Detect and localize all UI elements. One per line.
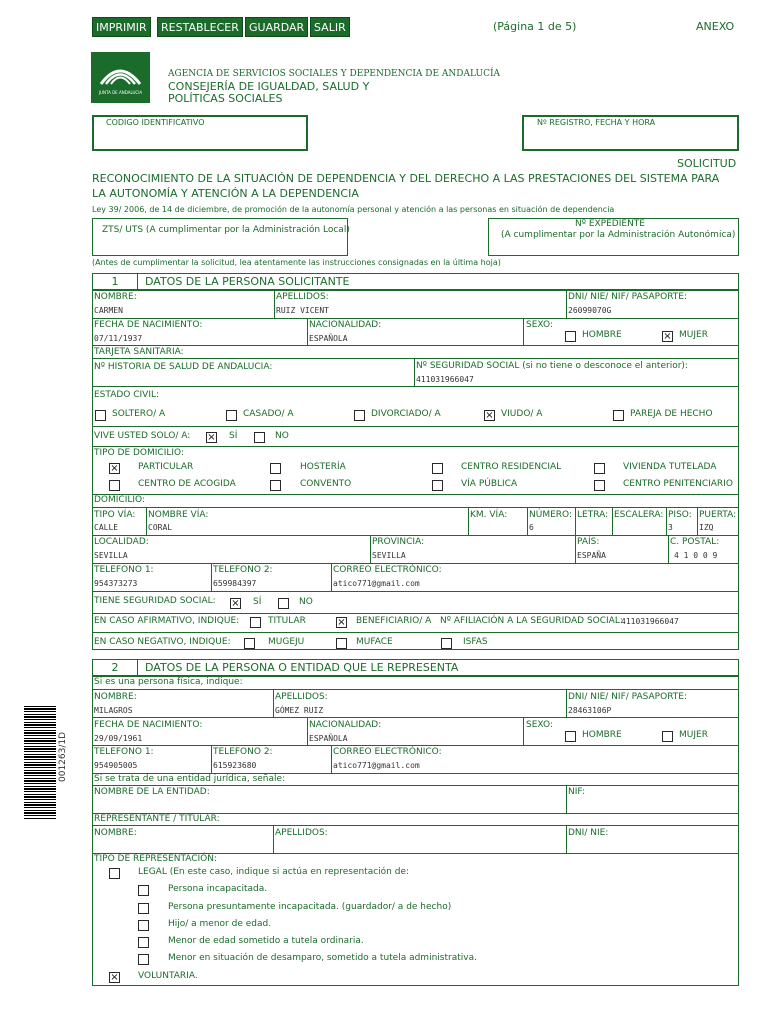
s2-fnac-field[interactable]: 29/09/1961 [94, 734, 143, 743]
provincia-label: PROVINCIA: [372, 537, 425, 547]
rep-dni-label: DNI/ NIE: [568, 828, 609, 838]
tipovia-label: TIPO VÍA: [94, 510, 136, 520]
cp-label: C. POSTAL: [670, 537, 720, 547]
s1-domicilio-label: DOMICILIO: [94, 495, 145, 505]
beneficiario-checkbox[interactable]: × [337, 617, 346, 628]
nombrevia-field[interactable]: CORAL [148, 523, 173, 532]
isfas-checkbox[interactable] [441, 638, 452, 649]
soltero-label: SOLTERO/ A [112, 409, 166, 419]
numero-label: NÚMERO: [529, 510, 572, 520]
convento-checkbox[interactable] [270, 480, 281, 491]
isfas-label: ISFAS [463, 637, 488, 647]
exit-button[interactable]: SALIR [310, 17, 350, 37]
s1-nss-field[interactable]: 411031966047 [416, 375, 474, 384]
section2-number: 2 [93, 660, 138, 675]
save-button[interactable]: GUARDAR [245, 17, 308, 37]
puerta-field[interactable]: IZQ [699, 523, 714, 532]
piso-field[interactable]: 3 [668, 523, 673, 532]
solo-si-label: SÍ [229, 431, 238, 441]
afirm-label: EN CASO AFIRMATIVO, INDIQUE: [94, 616, 240, 626]
section1-header [92, 273, 739, 290]
s2-apellidos-label: APELLIDOS: [275, 692, 328, 702]
pais-label: PAÍS: [577, 537, 600, 547]
instructions-note: (Antes de cumplimentar la solicitud, lea atentamente las instrucciones consignadas en la última hoja) [92, 258, 501, 267]
s2-juridica-label: Si se trata de una entidad jurídica, señale: [94, 774, 286, 784]
particular-checkbox[interactable]: × [110, 463, 119, 474]
s1-tel1-label: TELEFONO 1: [94, 565, 154, 575]
mufac-checkbox[interactable] [336, 638, 347, 649]
s1-tel2-label: TELEFONO 2: [213, 565, 273, 575]
hosteria-checkbox[interactable] [270, 463, 281, 474]
rep-nombre-label: NOMBRE: [94, 828, 137, 838]
neg-label: EN CASO NEGATIVO, INDIQUE: [94, 637, 231, 647]
viudo-label: VIUDO/ A [501, 409, 543, 419]
desamparo-label: Menor en situación de desamparo, sometido a tutela administrativa. [168, 953, 477, 963]
legal-label: LEGAL (En este caso, indique si actúa en representación de: [138, 867, 410, 877]
tutela-label: Menor de edad sometido a tutela ordinaria. [168, 936, 364, 946]
s1-fnac-field[interactable]: 07/11/1937 [94, 334, 143, 343]
ss-si-checkbox[interactable]: × [231, 598, 240, 609]
voluntaria-label: VOLUNTARIA. [138, 971, 198, 981]
form-title-line2: LA AUTONOMÍA Y ATENCIÓN A LA DEPENDENCIA [92, 187, 359, 200]
hosteria-label: HOSTERÍA [300, 462, 346, 472]
s2-fisica-label: Si es una persona física, indique: [94, 677, 243, 687]
localidad-label: LOCALIDAD: [94, 537, 149, 547]
s2-mujer-label: MUJER [679, 730, 708, 740]
s1-tel2-field[interactable]: 659984397 [213, 579, 257, 588]
s2-dni-field[interactable]: 28463106P [568, 706, 612, 715]
s2-dni-label: DNI/ NIE/ NIF/ PASAPORTE: [568, 692, 688, 702]
beneficiario-label: BENEFICIARIO/ A [356, 616, 432, 626]
penitenciario-label: CENTRO PENITENCIARIO [623, 479, 733, 489]
puerta-label: PUERTA: [699, 510, 737, 520]
agency-name: AGENCIA DE SERVICIOS SOCIALES Y DEPENDENCIA DE ANDALUCÍA [168, 69, 501, 79]
entidad-label: NOMBRE DE LA ENTIDAD: [94, 787, 210, 797]
s1-apellidos-label: APELLIDOS: [276, 292, 329, 302]
annex-label: ANEXO [696, 20, 735, 33]
incap-label: Persona incapacitada. [168, 884, 268, 894]
s2-tel2-label: TELEFONO 2: [213, 747, 273, 757]
junta-logo [91, 52, 150, 103]
s2-sexo-label: SEXO: [526, 720, 553, 730]
incap-checkbox[interactable] [138, 885, 149, 896]
reset-button[interactable]: RESTABLECER [157, 17, 243, 37]
soltero-checkbox[interactable] [95, 410, 106, 421]
localidad-field[interactable]: SEVILLA [94, 551, 128, 560]
ss-si-label: SÍ [253, 597, 262, 607]
divorciado-checkbox[interactable] [354, 410, 365, 421]
page-indicator: (Página 1 de 5) [493, 20, 577, 33]
tutelada-label: VIVIENDA TUTELADA [623, 462, 717, 472]
titular-checkbox[interactable] [250, 617, 261, 628]
expediente-label: Nº EXPEDIENTE [575, 219, 645, 229]
s2-nac-label: NACIONALIDAD: [309, 720, 382, 730]
s2-apellidos-field[interactable]: GÓMEZ RUIZ [275, 706, 324, 715]
afil-field[interactable]: 411031966047 [621, 617, 679, 626]
s1-mujer-checkbox[interactable]: × [663, 331, 672, 342]
section2-header [92, 659, 739, 676]
s1-email-field[interactable]: atico771@gmail.com [333, 579, 420, 588]
ministry-line2: POLÍTICAS SOCIALES [168, 92, 283, 105]
s2-nac-field[interactable]: ESPAÑOLA [309, 734, 348, 743]
acogida-checkbox[interactable] [109, 480, 120, 491]
section1-number: 1 [93, 274, 138, 289]
residencial-label: CENTRO RESIDENCIAL [461, 462, 562, 472]
barcode-text: 001263/1D [58, 731, 68, 782]
via-publica-checkbox[interactable] [432, 480, 443, 491]
zts-label: ZTS/ UTS (A cumplimentar por la Administración Local) [102, 225, 350, 235]
mufac-label: MUFACE [356, 637, 393, 647]
s1-nac-label: NACIONALIDAD: [309, 320, 382, 330]
s1-historia-label: Nº HISTORIA DE SALUD DE ANDALUCIA: [94, 362, 273, 372]
solo-si-checkbox[interactable]: × [207, 432, 216, 443]
s1-tipodom-label: TIPO DE DOMICILIO: [94, 448, 184, 458]
s1-nac-field[interactable]: ESPAÑOLA [309, 334, 348, 343]
divorciado-label: DIVORCIADO/ A [371, 409, 441, 419]
s2-email-label: CORREO ELECTRÓNICO: [333, 747, 442, 757]
piso-label: PISO: [668, 510, 692, 520]
s1-mujer-label: MUJER [679, 330, 708, 340]
tiporep-label: TIPO DE REPRESENTACIÓN: [94, 854, 218, 864]
s1-nombre-field[interactable]: CARMEN [94, 306, 123, 315]
s1-sexo-label: SEXO: [526, 320, 553, 330]
ss-no-checkbox[interactable] [278, 598, 289, 609]
titular-label: TITULAR [268, 616, 306, 626]
logo-text: JUNTA DE ANDALUCIA [98, 90, 143, 95]
pareja-checkbox[interactable] [613, 410, 624, 421]
s1-apellidos-field[interactable]: RUIZ VICENT [276, 306, 329, 315]
ss-no-label: NO [299, 597, 313, 607]
legal-checkbox[interactable] [109, 868, 120, 879]
hijo-label: Hijo/ a menor de edad. [168, 919, 272, 929]
desamparo-checkbox[interactable] [138, 954, 149, 965]
barcode [24, 706, 56, 820]
tutela-checkbox[interactable] [138, 937, 149, 948]
s1-hombre-label: HOMBRE [582, 330, 622, 340]
presunt-checkbox[interactable] [138, 903, 149, 914]
s1-fnac-label: FECHA DE NACIMIENTO: [94, 320, 203, 330]
particular-label: PARTICULAR [138, 462, 194, 472]
registry-label: Nº REGISTRO, FECHA Y HORA [537, 118, 656, 127]
casado-checkbox[interactable] [226, 410, 237, 421]
s2-nombre-field[interactable]: MILAGROS [94, 706, 133, 715]
s2-fnac-label: FECHA DE NACIMIENTO: [94, 720, 203, 730]
casado-label: CASADO/ A [243, 409, 294, 419]
s1-tarjeta-label: TARJETA SANITARIA: [94, 347, 184, 357]
section2-title: DATOS DE LA PERSONA O ENTIDAD QUE LE REPRESENTA [145, 661, 459, 674]
s2-hombre-checkbox[interactable] [565, 731, 576, 742]
s2-tel2-field[interactable]: 615923680 [213, 761, 257, 770]
cp-field[interactable]: 4 1 0 0 9 [674, 551, 718, 560]
ministry-line1: CONSEJERÍA DE IGUALDAD, SALUD Y [168, 80, 370, 93]
mugeju-checkbox[interactable] [244, 638, 255, 649]
tipovia-field[interactable]: CALLE [94, 523, 119, 532]
km-label: KM. VÍA: [470, 510, 508, 520]
form-title-line1: RECONOCIMIENTO DE LA SITUACIÓN DE DEPENDENCIA Y DEL DERECHO A LAS PRESTACIONES DEL SISTEMA PARA [92, 172, 720, 185]
nombrevia-label: NOMBRE VÍA: [148, 510, 209, 520]
voluntaria-checkbox[interactable]: × [110, 972, 119, 983]
rep-apellidos-label: APELLIDOS: [275, 828, 328, 838]
zts-box[interactable] [92, 218, 348, 256]
law-text: Ley 39/ 2006, de 14 de diciembre, de promoción de la autonomía personal y atención a las personas en situación de dependencia [92, 205, 615, 214]
pareja-label: PAREJA DE HECHO [630, 409, 713, 419]
penitenciario-checkbox[interactable] [594, 480, 605, 491]
letra-label: LETRA: [577, 510, 609, 520]
s2-hombre-label: HOMBRE [582, 730, 622, 740]
s1-estado-label: ESTADO CIVIL: [94, 390, 160, 400]
representante-label: REPRESENTANTE / TITULAR: [94, 814, 220, 824]
s2-email-field[interactable]: atico771@gmail.com [333, 761, 420, 770]
convento-label: CONVENTO [300, 479, 352, 489]
provincia-field[interactable]: SEVILLA [372, 551, 406, 560]
s1-hombre-checkbox[interactable] [565, 331, 576, 342]
nif-label: NIF: [568, 787, 585, 797]
afil-label: Nº AFILIACIÓN A LA SEGURIDAD SOCIAL: [440, 616, 623, 626]
tutelada-checkbox[interactable] [594, 463, 605, 474]
id-code-label: CODIGO IDENTIFICATIVO [106, 118, 205, 127]
expediente-note: (A cumplimentar por la Administración Autonómica) [501, 230, 736, 240]
solo-no-checkbox[interactable] [254, 432, 265, 443]
presunt-label: Persona presuntamente incapacitada. (guardador/ a de hecho) [168, 902, 452, 912]
s1-dni-field[interactable]: 26099070G [568, 306, 612, 315]
ss-label: TIENE SEGURIDAD SOCIAL: [94, 596, 216, 606]
s2-mujer-checkbox[interactable] [662, 731, 673, 742]
s1-nss-label: Nº SEGURIDAD SOCIAL (si no tiene o desconoce el anterior): [416, 361, 688, 371]
via-publica-label: VÍA PÚBLICA [461, 479, 518, 489]
solo-no-label: NO [275, 431, 289, 441]
s1-dni-label: DNI/ NIE/ NIF/ PASAPORTE: [568, 292, 688, 302]
hijo-checkbox[interactable] [138, 920, 149, 931]
s1-nombre-label: NOMBRE: [94, 292, 137, 302]
logo-arch-icon [91, 52, 150, 92]
s1-email-label: CORREO ELECTRÓNICO: [333, 565, 442, 575]
s2-tel1-field[interactable]: 954905005 [94, 761, 138, 770]
print-button[interactable]: IMPRIMIR [92, 17, 151, 37]
viudo-checkbox[interactable]: × [485, 410, 494, 421]
pais-field[interactable]: ESPAÑA [577, 551, 606, 560]
request-label: SOLICITUD [677, 157, 737, 170]
s1-tel1-field[interactable]: 954373273 [94, 579, 138, 588]
s2-nombre-label: NOMBRE: [94, 692, 137, 702]
section1-title: DATOS DE LA PERSONA SOLICITANTE [145, 275, 350, 288]
s1-solo-label: VIVE USTED SOLO/ A: [94, 431, 191, 441]
s2-tel1-label: TELEFONO 1: [94, 747, 154, 757]
residencial-checkbox[interactable] [432, 463, 443, 474]
mugeju-label: MUGEJU [268, 637, 305, 647]
escalera-label: ESCALERA: [614, 510, 664, 520]
acogida-label: CENTRO DE ACOGIDA [138, 479, 236, 489]
numero-field[interactable]: 6 [529, 523, 534, 532]
